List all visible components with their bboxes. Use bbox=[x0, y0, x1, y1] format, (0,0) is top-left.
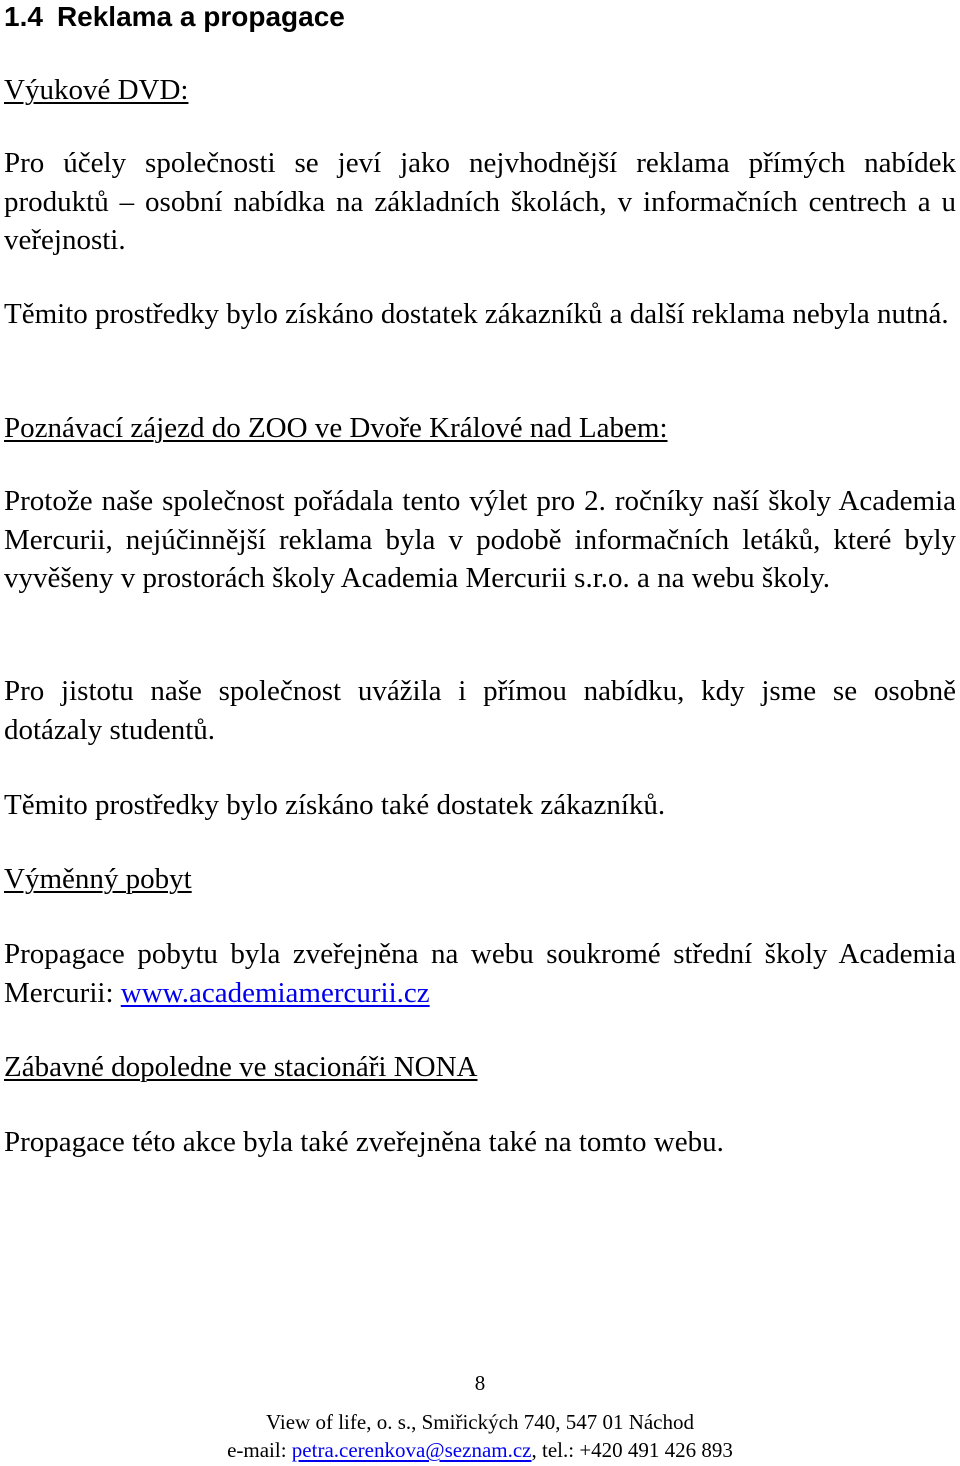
exchange-paragraph bbox=[4, 935, 956, 1012]
section-title: Reklama a propagace bbox=[56, 1, 345, 32]
zoo-paragraph-2: Pro jistotu naše společnost uvážila i přímou nabídku, kdy jsme se osobně dotázaly studentů. bbox=[4, 675, 956, 746]
exchange-subheading bbox=[4, 860, 956, 899]
dvd-subheading bbox=[4, 71, 956, 110]
dvd-paragraph-2: Těmito prostředky bylo získáno dostatek zákazníků a další reklama nebyla nutná. bbox=[4, 298, 949, 330]
section-number: 1.4 bbox=[4, 1, 43, 32]
dvd-paragraph-1: Pro účely společnosti se jeví jako nejvhodnější reklama přímých nabídek produktů – osobní nabídka na základních školách, v informačních centrech a u veřejnosti. bbox=[4, 147, 956, 256]
exchange-subheading-text: Výměnný pobyt bbox=[4, 863, 192, 895]
section-heading bbox=[4, 0, 345, 36]
dvd-subheading-text: Výukové DVD: bbox=[4, 74, 189, 106]
zoo-paragraph-1: Protože naše společnost pořádala tento výlet pro 2. ročníky naší školy Academia Mercurii, nejúčinnější reklama byla v podobě informačních letáků, které byly vyvěšeny v prostorách školy Academia Mercurii s.r.o. a na webu školy. bbox=[4, 485, 956, 594]
footer-email-label: e-mail: bbox=[227, 1438, 292, 1462]
page-number: 8 bbox=[474, 1371, 486, 1395]
footer-contact bbox=[0, 1436, 960, 1464]
nona-subheading-text: Zábavné dopoledne ve stacionáři NONA bbox=[4, 1051, 478, 1083]
zoo-subheading bbox=[4, 409, 956, 448]
zoo-subheading-text: Poznávací zájezd do ZOO ve Dvoře Králové nad Labem: bbox=[4, 412, 668, 444]
footer-email-link[interactable]: petra.cerenkova@seznam.cz bbox=[291, 1438, 532, 1462]
exchange-paragraph-text: Propagace pobytu byla zveřejněna na webu soukromé střední školy Academia Mercurii: bbox=[4, 938, 956, 1009]
zoo-paragraph-3: Těmito prostředky bylo získáno také dostatek zákazníků. bbox=[4, 789, 666, 821]
academia-website-link[interactable]: www.academiamercurii.cz bbox=[120, 976, 430, 1009]
nona-subheading bbox=[4, 1048, 956, 1087]
footer-address: View of life, o. s., Smiřických 740, 547 01 Náchod bbox=[266, 1410, 694, 1434]
nona-paragraph: Propagace této akce byla také zveřejněna také na tomto webu. bbox=[4, 1126, 724, 1158]
footer-phone: , tel.: +420 491 426 893 bbox=[531, 1438, 733, 1462]
